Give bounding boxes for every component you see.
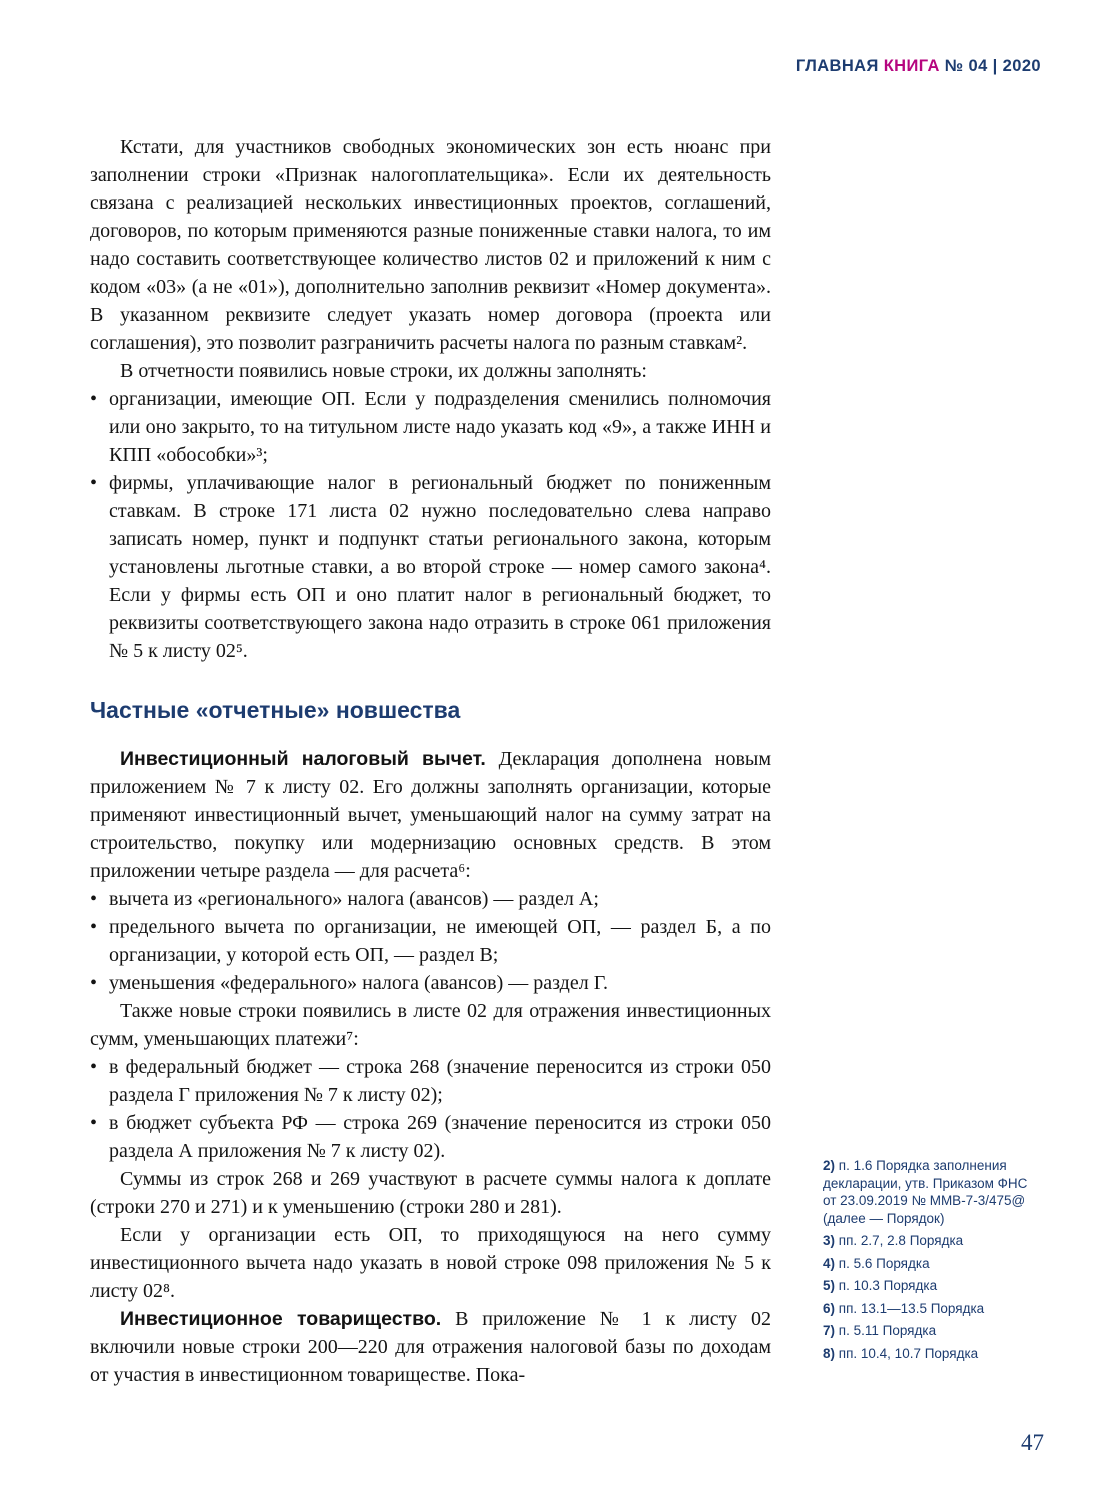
paragraph-new-rows-intro: В отчетности появились новые строки, их должны заполнять: (120, 360, 647, 382)
footnote-text: п. 10.3 Порядка (838, 1278, 938, 1293)
list-item-text: уменьшения «федерального» налога (авансов) — раздел Г. (109, 972, 609, 994)
list-item-text: в федеральный бюджет — строка 268 (значение переносится из строки 050 раздела Г приложения № 7 к листу 02); (109, 1056, 771, 1106)
footnote (823, 1345, 1043, 1363)
bullet-icon: • (90, 916, 98, 938)
footnote-number: 8) (823, 1345, 836, 1361)
footnote (823, 1232, 1043, 1250)
footnote-text: п. 1.6 Порядка заполнения декларации, утв. Приказом ФНС от 23.09.2019 № ММВ-7-3/475@ (далее — Порядок) (823, 1158, 1028, 1226)
bullet-icon: • (90, 888, 98, 910)
footnote (823, 1255, 1043, 1273)
paragraph-intro: Кстати, для участников свободных экономических зон есть нюанс при заполнении строки «Признак налогоплательщика». Если их деятельность связана с реализацией нескольких инвестиционных проектов, соглашений, договоров, по которым применяются разные пониженные ставки налога, то им надо составить соответствующее количество листов 02 и приложений к ним с кодом «03» (а не «01»), дополнительно заполнив реквизит «Номер документа». В указанном реквизите следует указать номер договора (проекта или соглашения), это позволит разграничить расчеты налога по разным ставкам². (90, 136, 771, 354)
bullet-list-budget (90, 1053, 771, 1165)
list-item (90, 385, 771, 469)
list-item-text: предельного вычета по организации, не имеющей ОП, — раздел Б, а по организации, у которой есть ОП, — раздел В; (109, 916, 771, 966)
brand-secondary: КНИГА (883, 57, 940, 75)
article-column (90, 133, 771, 1389)
footnote-number: 3) (823, 1233, 836, 1248)
footnote (823, 1322, 1043, 1340)
footnote-text: п. 5.6 Порядка (838, 1255, 930, 1271)
list-item (90, 1053, 771, 1109)
list-item (90, 969, 771, 997)
footnote (823, 1300, 1043, 1318)
run-in-heading-deduction: Инвестиционный налоговый вычет. (120, 748, 486, 770)
list-item-text: организации, имеющие ОП. Если у подразделения сменились полномочия или оно закрыто, то на титульном листе надо указать код «9», а также ИНН и КПП «обособки»³; (109, 388, 771, 466)
footnotes-sidebar (823, 1157, 1043, 1367)
page-header (0, 57, 1041, 76)
footnote-number: 6) (823, 1300, 836, 1316)
footnote-number: 4) (823, 1255, 836, 1271)
brand-primary: ГЛАВНАЯ (795, 57, 879, 75)
bullet-list-sections (90, 885, 771, 997)
footnote-text: пп. 2.7, 2.8 Порядка (838, 1233, 964, 1248)
paragraph-op: Если у организации есть ОП, то приходящуюся на него сумму инвестиционного вычета надо указать в новой строке 098 приложения № 5 к листу 02⁸. (90, 1224, 771, 1302)
list-item (90, 913, 771, 969)
paragraph-also: Также новые строки появились в листе 02 для отражения инвестиционных сумм, уменьшающих платежи⁷: (90, 1000, 771, 1050)
list-item-text: вычета из «регионального» налога (авансов) — раздел А; (109, 888, 599, 910)
list-item (90, 1109, 771, 1165)
bullet-icon: • (90, 1112, 98, 1134)
bullet-icon: • (90, 1056, 98, 1078)
bullet-list-reporting (90, 385, 771, 665)
list-item (90, 469, 771, 665)
paragraph-text: В приложение № 1 к листу 02 включили новые строки 200—220 для отражения налоговой базы по доходам от участия в инвестиционном товариществе. Пока- (90, 1308, 772, 1386)
paragraph-sums: Суммы из строк 268 и 269 участвуют в расчете суммы налога к доплате (строки 270 и 271) и к уменьшению (строки 280 и 281). (90, 1168, 771, 1218)
bullet-icon: • (90, 972, 98, 994)
footnote-number: 7) (823, 1323, 836, 1338)
issue-number: № 04 | 2020 (944, 57, 1041, 75)
page-number: 47 (1021, 1430, 1044, 1455)
paragraph-invest-deduction (90, 745, 771, 885)
footnote-text: пп. 10.4, 10.7 Порядка (838, 1345, 979, 1361)
list-item-text: фирмы, уплачивающие налог в региональный бюджет по пониженным ставкам. В строке 171 листа 02 нужно последовательно слева направо записать номер, пункт и подпункт статьи регионального закона, которым установлены льготные ставки, а во второй строке — номер самого закона⁴. Если у фирмы есть ОП и оно платит налог в региональный бюджет, то реквизиты соответствующего закона надо отразить в строке 061 приложения № 5 к листу 02⁵. (109, 472, 771, 662)
bullet-icon: • (90, 472, 98, 494)
paragraph-text: Декларация дополнена новым приложением № 7 к листу 02. Его должны заполнять организации, которые применяют инвестиционный вычет, уменьшающий налог на сумму затрат на строительство, покупку или модернизацию основных средств. В этом приложении четыре раздела — для расчета⁶: (90, 748, 771, 882)
list-item (90, 885, 771, 913)
footnote (823, 1277, 1043, 1295)
list-item-text: в бюджет субъекта РФ — строка 269 (значение переносится из строки 050 раздела А приложения № 7 к листу 02). (109, 1112, 771, 1162)
footnote-number: 5) (823, 1278, 836, 1293)
footnote-text: п. 5.11 Порядка (838, 1323, 937, 1338)
section-heading: Частные «отчетные» новшества (90, 697, 461, 723)
footnote-text: пп. 13.1—13.5 Порядка (838, 1300, 985, 1316)
paragraph-invest-partnership (90, 1305, 771, 1389)
footnote (823, 1157, 1043, 1227)
footnote-number: 2) (823, 1158, 836, 1173)
run-in-heading-partnership: Инвестиционное товарищество. (120, 1308, 442, 1330)
bullet-icon: • (90, 388, 98, 410)
